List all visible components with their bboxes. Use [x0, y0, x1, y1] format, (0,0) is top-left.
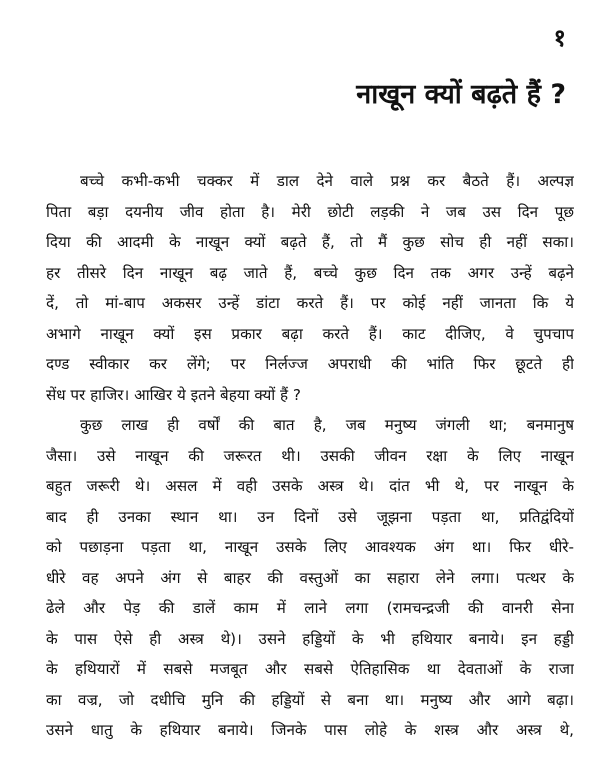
- text-line: धीरे वह अपने अंग से बाहर की वस्तुओं का सहारा लेने लगा। पत्थर के: [46, 568, 574, 587]
- text-line: के हथियारों में सबसे मजबूत और सबसे ऐतिहासिक था देवताओं के राजा: [46, 660, 574, 678]
- paragraph: [46, 410, 574, 746]
- text-line: का वज्र, जो दधीचि मुनि की हड्डियों से बना था। मनुष्य और आगे बढ़ा।: [46, 690, 574, 709]
- body-text: [46, 166, 574, 746]
- page-number: १: [553, 24, 566, 52]
- text-line: के पास ऐसे ही अस्त्र थे)। उसने हड्डियों के भी हथियार बनाये। इन हड्डी: [46, 629, 574, 648]
- text-line: बहुत जरूरी थे। असल में वही उसके अस्त्र थे। दांत भी थे, पर नाखून के: [46, 477, 574, 495]
- paragraph: [46, 166, 574, 410]
- text-line: कुछ लाख ही वर्षों की बात है, जब मनुष्य जंगली था; बनमानुष: [80, 416, 574, 434]
- text-line: दिया की आदमी के नाखून क्यों बढ़ते हैं, तो मैं कुछ सोच ही नहीं सका।: [46, 233, 574, 251]
- chapter-title: नाखून क्यों बढ़ते हैं ?: [356, 79, 566, 110]
- text-line: अभागे नाखून क्यों इस प्रकार बढ़ा करते हैं। काट दीजिए, वे चुपचाप: [46, 324, 574, 343]
- text-line: बाद ही उनका स्थान था। उन दिनों उसे जूझना पड़ता था, प्रतिद्वंदियों: [46, 507, 574, 526]
- text-line: दण्ड स्वीकार कर लेंगे; पर निर्लज्ज अपराधी की भांति फिर छूटते ही: [46, 355, 574, 373]
- text-line: उसने धातु के हथियार बनाये। जिनके पास लोहे के शस्त्र और अस्त्र थे,: [46, 721, 574, 739]
- text-line: ढेले और पेड़ की डालें काम में लाने लगा (रामचन्द्रजी की वानरी सेना: [46, 599, 574, 617]
- text-line: दें, तो मां-बाप अकसर उन्हें डांटा करते हैं। पर कोई नहीं जानता कि ये: [46, 294, 574, 312]
- text-line: सेंध पर हाजिर। आखिर ये इतने बेहया क्यों हैं ?: [46, 385, 301, 404]
- text-line: को पछाड़ना पड़ता था, नाखून उसके लिए आवश्यक अंग था। फिर धीरे-: [46, 538, 574, 556]
- text-line: जैसा। उसे नाखून की जरूरत थी। उसकी जीवन रक्षा के लिए नाखून: [46, 446, 574, 465]
- text-line: बच्चे कभी-कभी चक्कर में डाल देने वाले प्रश्न कर बैठते हैं। अल्पज्ञ: [80, 172, 574, 190]
- text-line: पिता बड़ा दयनीय जीव होता है। मेरी छोटी लड़की ने जब उस दिन पूछ: [46, 202, 574, 221]
- text-line: हर तीसरे दिन नाखून बढ़ जाते हैं, बच्चे कुछ दिन तक अगर उन्हें बढ़ने: [46, 263, 574, 282]
